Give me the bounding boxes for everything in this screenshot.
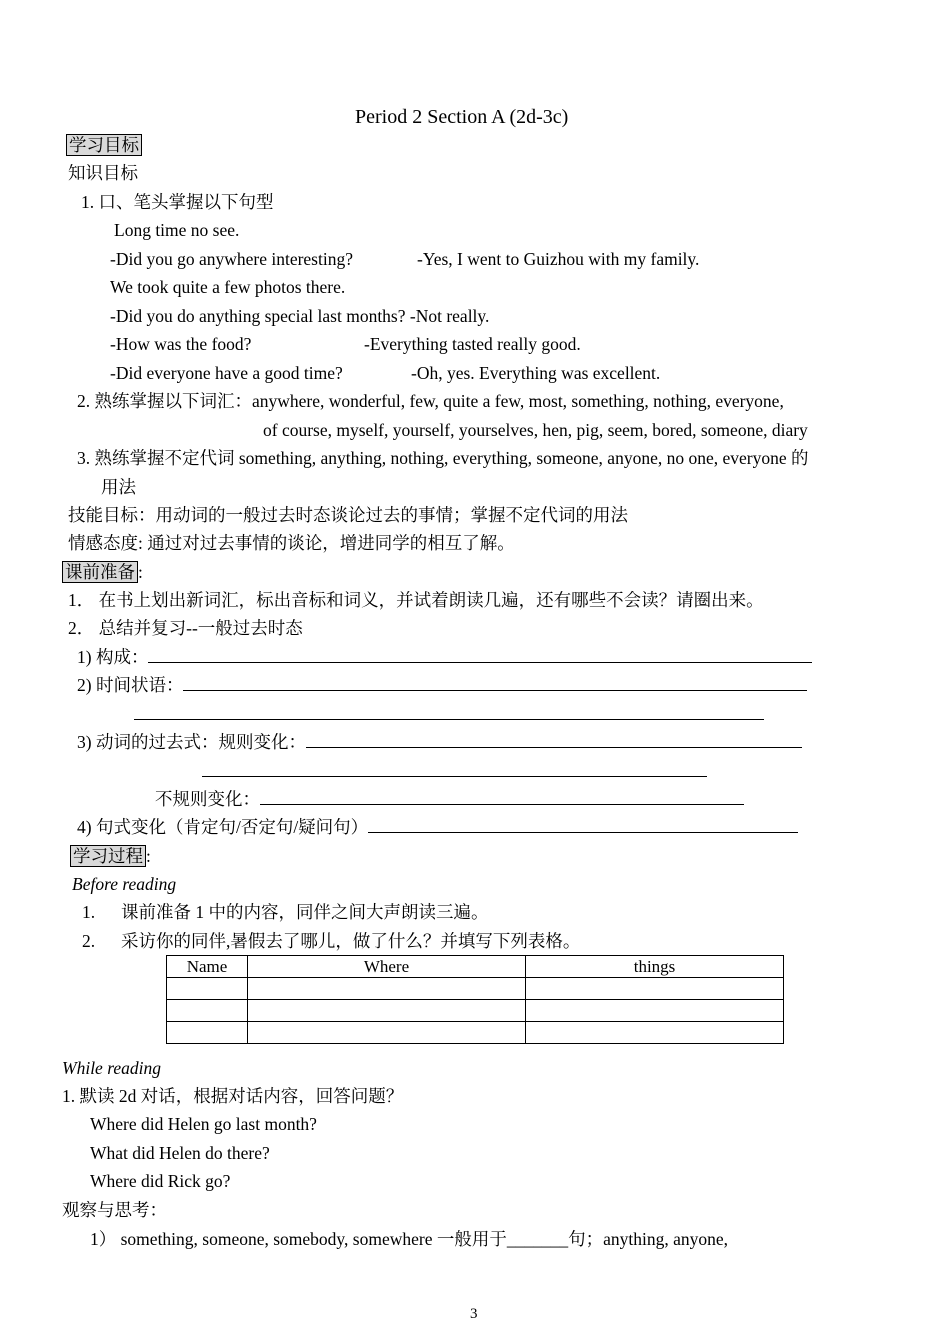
observe-item-1: 1） something, someone, somebody, somewhere 一般用于_______句；anything, anyone, [90,1229,729,1249]
before-reading: Before reading [72,874,177,894]
question: Where did Helen go last month? [90,1114,317,1134]
review-4-label: 4) 句式变化（肯定句/否定句/疑问句） [77,817,369,837]
answer-blank[interactable] [183,674,807,691]
prep-item-2: 2． 总结并复习--一般过去时态 [68,618,303,638]
review-4 [77,816,798,838]
table-cell[interactable] [167,1000,248,1022]
knowledge-goal: 知识目标 [68,163,138,183]
table-cell[interactable] [526,1000,784,1022]
review-3-label: 3) 动词的过去式：规则变化： [77,732,306,752]
emotion-goal: 情感态度: 通过对过去事情的谈论，增进同学的相互了解。 [68,533,515,553]
prep-heading: 课前准备 [62,561,138,583]
answer-blank[interactable] [202,760,707,777]
review-2 [77,674,807,696]
answer-blank[interactable] [148,646,812,663]
header-where: Where [248,956,526,978]
question: Where did Rick go? [90,1171,231,1191]
goal-item-3: 3. 熟练掌握不定代词 something, anything, nothing, everything, someone, anyone, no one, everyone 的 [77,448,809,468]
sentence: -Did you do anything special last months? -Not really. [110,306,490,326]
review-3b-label: 不规则变化： [155,789,260,809]
prep-colon: : [138,562,143,582]
answer-blank[interactable] [260,788,744,805]
while-item-1: 1. 默读 2d 对话，根据对话内容，回答问题？ [62,1086,404,1106]
goals-heading: 学习目标 [66,134,142,156]
sentence: We took quite a few photos there. [110,277,346,297]
table-cell[interactable] [167,1022,248,1044]
skill-goal: 技能目标：用动词的一般过去时态谈论过去的事情；掌握不定代词的用法 [68,505,628,525]
page-title: Period 2 Section A (2d-3c) [355,106,569,128]
table-row [167,1000,784,1022]
question: What did Helen do there? [90,1143,270,1163]
answer-blank[interactable] [134,703,764,720]
table-row [167,978,784,1000]
review-3b [155,788,744,810]
sentence: -Yes, I went to Guizhou with my family. [417,249,700,269]
header-things: things [526,956,784,978]
before-item-2: 采访你的同伴,暑假去了哪儿，做了什么？并填写下列表格。 [121,931,581,951]
goal-item-2-cont: of course, myself, yourself, yourselves, hen, pig, seem, bored, someone, diary [263,420,808,440]
sentence: Long time no see. [114,220,240,240]
sentence: -Everything tasted really good. [364,334,581,354]
review-2-cont [134,703,764,725]
sentence: -Did you go anywhere interesting? [110,249,353,269]
table-cell[interactable] [248,1022,526,1044]
header-name: Name [167,956,248,978]
process-heading-wrap [70,845,151,867]
table-row [167,1022,784,1044]
review-1-label: 1) 构成： [77,647,149,667]
table-cell[interactable] [526,978,784,1000]
interview-table [166,955,784,1044]
page-number: 3 [470,1306,478,1322]
while-reading: While reading [62,1058,161,1078]
prep-item-1: 1． 在书上划出新词汇，标出音标和词义，并试着朗读几遍，还有哪些不会读？请圈出来。 [68,590,764,610]
sentence: -Did everyone have a good time? [110,363,343,383]
before-item-1-num: 1. [82,902,96,922]
table-cell[interactable] [248,1000,526,1022]
goal-item-1: 1. 口、笔头掌握以下句型 [81,192,274,212]
before-item-1: 课前准备 1 中的内容，同伴之间大声朗读三遍。 [121,902,489,922]
process-colon: : [146,846,151,866]
goals-heading-wrap [66,134,142,156]
answer-blank[interactable] [306,731,802,748]
goal-item-2: 2. 熟练掌握以下词汇：anywhere, wonderful, few, quite a few, most, something, nothing, everyone, [77,391,784,411]
review-1 [77,646,812,668]
table-cell[interactable] [526,1022,784,1044]
table-cell[interactable] [248,978,526,1000]
before-item-2-num: 2. [82,931,96,951]
table-header-row [167,956,784,978]
prep-heading-wrap [62,561,143,583]
process-heading: 学习过程 [70,845,146,867]
sentence: -How was the food? [110,334,252,354]
answer-blank[interactable] [368,816,798,833]
sentence: -Oh, yes. Everything was excellent. [411,363,661,383]
review-3-cont [202,760,707,782]
review-2-label: 2) 时间状语： [77,675,184,695]
review-3 [77,731,802,753]
table-cell[interactable] [167,978,248,1000]
goal-item-3-cont: 用法 [101,477,136,497]
observe-heading: 观察与思考： [62,1200,167,1220]
